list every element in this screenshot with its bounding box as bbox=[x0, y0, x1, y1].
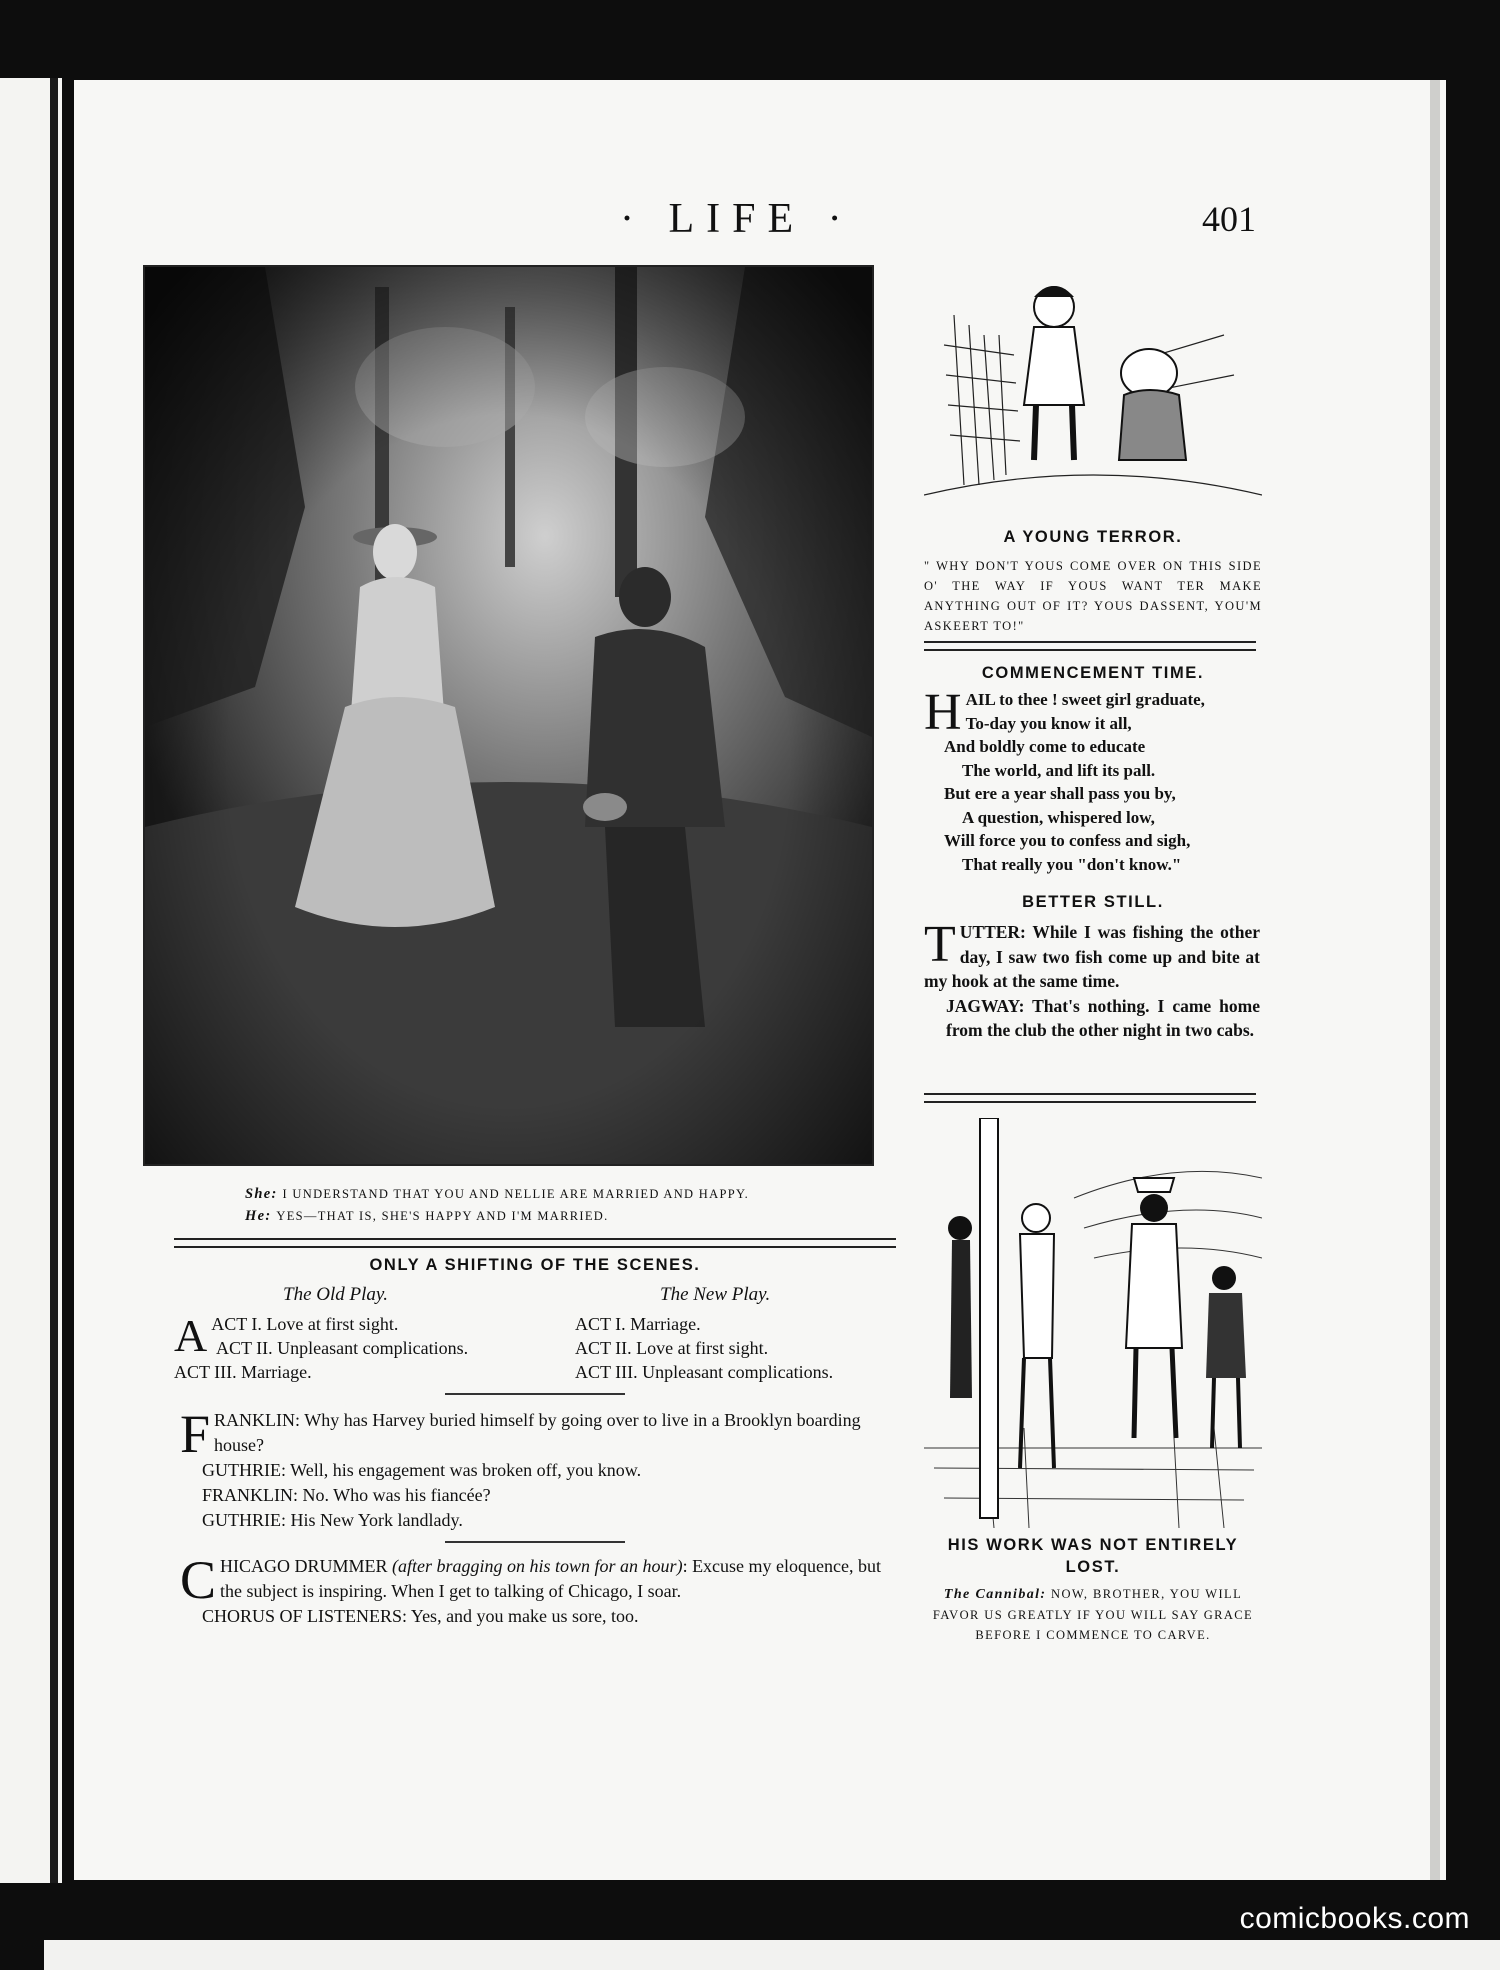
dropcap-c: C bbox=[180, 1550, 217, 1610]
commencement-title: COMMENCEMENT TIME. bbox=[981, 664, 1205, 682]
new-play-heading: The New Play. bbox=[660, 1284, 771, 1305]
franklin-line-4: GUTHRIE: His New York landlady. bbox=[202, 1510, 463, 1530]
divider-right-2 bbox=[924, 1093, 1256, 1103]
new-play-acts bbox=[575, 1312, 905, 1384]
new-act-1: ACT I. Marriage. bbox=[575, 1314, 701, 1334]
dropcap-a: A bbox=[174, 1310, 208, 1361]
chicago-dialogue bbox=[180, 1550, 896, 1629]
poem-line-6: A question, whispered low, bbox=[962, 807, 1155, 827]
jagway-text: That's nothing. I came home from the club the other night in two cabs. bbox=[946, 995, 1260, 1040]
franklin-dialogue bbox=[180, 1404, 896, 1533]
old-play-heading: The Old Play. bbox=[283, 1284, 389, 1305]
dropcap-t: T bbox=[924, 916, 956, 973]
chorus-text: Yes, and you make us sore, too. bbox=[410, 1606, 639, 1626]
chorus-speaker: CHORUS OF LISTENERS: bbox=[202, 1606, 408, 1626]
poem-line-5: But ere a year shall pass you by, bbox=[944, 784, 1176, 803]
franklin-line-1: RANKLIN: Why has Harvey buried himself by going over to live in a Brooklyn boarding house? bbox=[214, 1410, 861, 1455]
short-divider bbox=[445, 1393, 625, 1395]
page-number: 401 bbox=[1202, 199, 1256, 239]
caption-she bbox=[245, 1186, 749, 1203]
cannibal-title: HIS WORK WAS NOT ENTIRELY LOST. bbox=[947, 1536, 1239, 1576]
dropcap-h: H bbox=[924, 684, 962, 741]
site-watermark: comicbooks.com bbox=[1239, 1902, 1470, 1935]
chicago-stage-direction: (after bragging on his town for an hour) bbox=[392, 1556, 683, 1576]
short-divider-2 bbox=[445, 1541, 625, 1543]
caption-he-text: YES—THAT IS, SHE'S HAPPY AND I'M MARRIED. bbox=[276, 1209, 609, 1223]
poem-line-3: And boldly come to educate bbox=[944, 737, 1146, 756]
old-act-1: ACT I. Love at first sight. bbox=[211, 1314, 399, 1334]
franklin-line-3: FRANKLIN: No. Who was his fiancée? bbox=[202, 1485, 491, 1505]
poem-line-4: The world, and lift its pall. bbox=[962, 760, 1156, 780]
old-act-3: ACT III. Marriage. bbox=[174, 1362, 312, 1382]
section-divider bbox=[174, 1238, 896, 1248]
new-act-2: ACT II. Love at first sight. bbox=[575, 1338, 769, 1358]
shifting-scenes-title: ONLY A SHIFTING OF THE SCENES. bbox=[369, 1256, 701, 1274]
next-page-strip bbox=[44, 1940, 1500, 1970]
young-terror-cartoon bbox=[924, 255, 1262, 505]
magazine-title: · LIFE · bbox=[620, 196, 854, 242]
commencement-poem bbox=[924, 684, 1264, 876]
main-illustration-painting bbox=[143, 265, 874, 1166]
cannibal-cartoon bbox=[924, 1118, 1262, 1528]
poem-line-2: To-day you know it all, bbox=[965, 713, 1132, 733]
poem-line-7: Will force you to confess and sigh, bbox=[944, 831, 1191, 850]
better-still-text bbox=[924, 916, 1260, 1043]
young-terror-title: A YOUNG TERROR. bbox=[1003, 528, 1183, 546]
young-terror-text: " WHY DON'T YOUS COME OVER ON THIS SIDE O' THE WAY IF YOUS WANT TER MAKE ANYTHING OUT OF IT? YOUS DASSENT, YOU'M ASKEERT TO!" bbox=[924, 559, 1262, 633]
caption-he-speaker: He: bbox=[245, 1208, 272, 1224]
page-gutter bbox=[50, 78, 58, 1883]
dropcap-f: F bbox=[180, 1404, 211, 1464]
jagway-speaker: JAGWAY: bbox=[946, 995, 1025, 1016]
better-still-title: BETTER STILL. bbox=[1022, 893, 1164, 911]
cannibal-text: NOW, BROTHER, YOU WILL FAVOR US GREATLY IF YOU WILL SAY GRACE BEFORE I COMMENCE TO CARVE. bbox=[932, 1587, 1254, 1642]
page-edge-shadow bbox=[1430, 80, 1440, 1880]
old-act-2: ACT II. Unpleasant complications. bbox=[216, 1338, 469, 1358]
chicago-text: : Excuse my eloquence, but the subject is inspiring. When I get to talking of Chicago, I soar. bbox=[220, 1556, 882, 1601]
old-play-acts bbox=[174, 1312, 554, 1384]
new-act-3: ACT III. Unpleasant complications. bbox=[575, 1362, 834, 1382]
caption-he bbox=[245, 1208, 609, 1225]
poem-line-1: AIL to thee ! sweet girl graduate, bbox=[965, 690, 1205, 709]
caption-she-text: I UNDERSTAND THAT YOU AND NELLIE ARE MARRIED AND HAPPY. bbox=[282, 1187, 750, 1201]
chicago-speaker: HICAGO DRUMMER bbox=[220, 1556, 388, 1576]
better-still-para-1: UTTER: While I was fishing the other day, I saw two fish come up and bite at my hook at the same time. bbox=[924, 922, 1260, 991]
poem-line-8: That really you "don't know." bbox=[962, 854, 1182, 874]
caption-she-speaker: She: bbox=[245, 1186, 278, 1202]
cannibal-caption bbox=[924, 1584, 1262, 1645]
divider-right-1 bbox=[924, 641, 1256, 651]
cannibal-speaker: The Cannibal: bbox=[943, 1587, 1047, 1602]
franklin-line-2: GUTHRIE: Well, his engagement was broken off, you know. bbox=[202, 1460, 642, 1480]
